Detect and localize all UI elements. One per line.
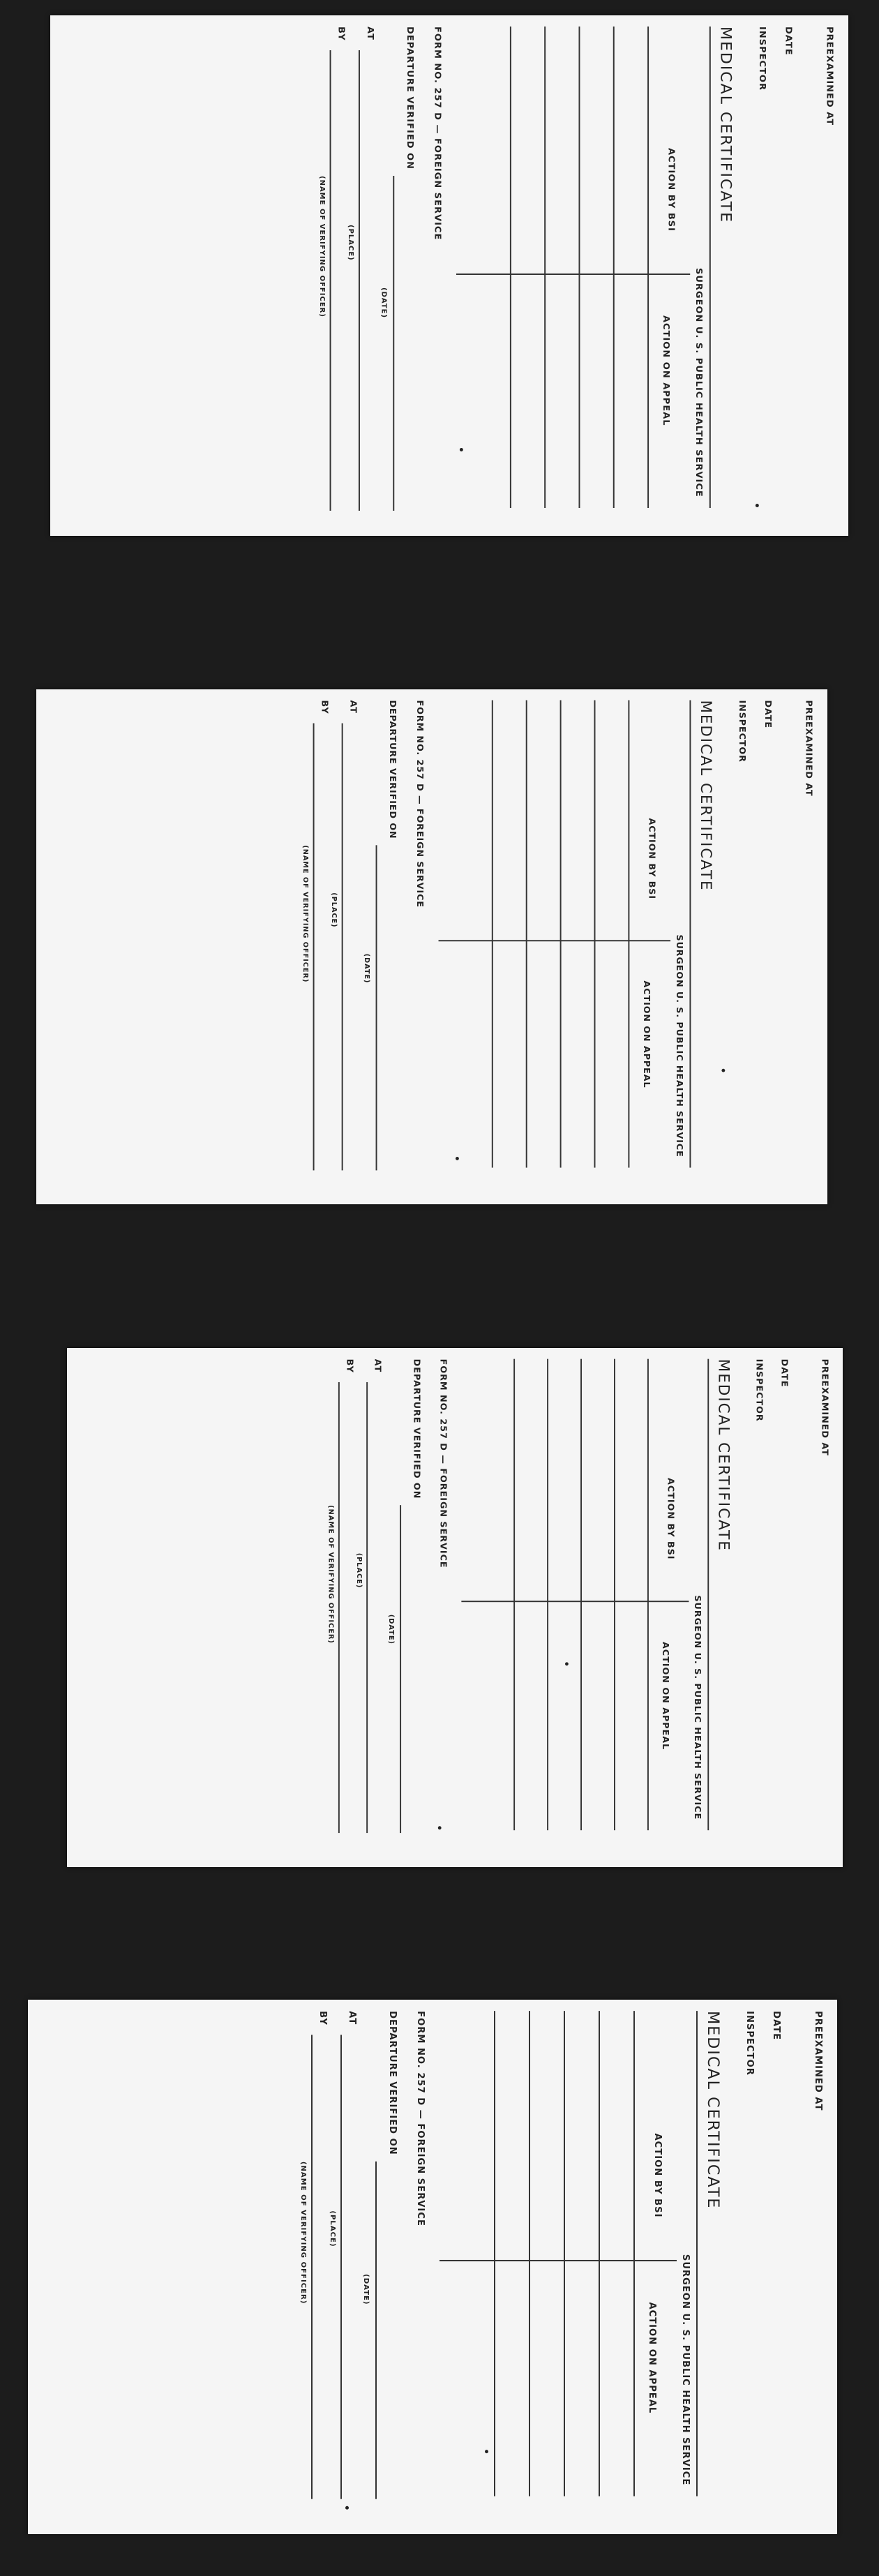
ink-speck bbox=[756, 504, 759, 507]
inspector-label: INSPECTOR bbox=[756, 27, 767, 91]
row-rule-1 bbox=[647, 1359, 649, 1831]
certificate-card bbox=[67, 1348, 843, 1867]
ink-speck bbox=[456, 1157, 459, 1160]
date-paren: (DATE) bbox=[362, 953, 370, 984]
date-label: DATE bbox=[783, 27, 794, 56]
row-rule-2 bbox=[613, 27, 615, 508]
certificate-sheet bbox=[28, 2000, 837, 2534]
date-label: DATE bbox=[771, 2011, 781, 2041]
row-rule-3 bbox=[580, 1359, 582, 1831]
preexamined-label: PREEXAMINED AT bbox=[824, 27, 835, 126]
departure-label: DEPARTURE VERIFIED ON bbox=[405, 27, 415, 170]
officer-paren: (NAME OF VERIFYING OFFICER) bbox=[299, 2161, 307, 2305]
by-label: BY bbox=[336, 27, 347, 41]
by-label: BY bbox=[317, 2011, 328, 2025]
action-bsi-label: ACTION BY BSI bbox=[652, 2133, 663, 2218]
departure-label: DEPARTURE VERIFIED ON bbox=[387, 2011, 398, 2155]
divider-vertical bbox=[440, 2260, 677, 2261]
officer-paren: (NAME OF VERIFYING OFFICER) bbox=[317, 176, 326, 317]
certificate-title: MEDICAL CERTIFICATE bbox=[697, 700, 714, 892]
departure-rule bbox=[376, 845, 377, 1170]
surgeon-label: SURGEON U. S. PUBLIC HEALTH SERVICE bbox=[680, 2254, 691, 2486]
row-rule-2 bbox=[594, 701, 596, 1168]
at-label: AT bbox=[372, 1358, 383, 1373]
form-number: FORM NO. 257 D — FOREIGN SERVICE bbox=[415, 2011, 426, 2226]
surgeon-label: SURGEON U. S. PUBLIC HEALTH SERVICE bbox=[693, 268, 704, 497]
by-rule bbox=[313, 724, 315, 1171]
by-rule bbox=[338, 1382, 340, 1833]
date-paren: (DATE) bbox=[380, 287, 388, 319]
preexamined-label: PREEXAMINED AT bbox=[819, 1358, 829, 1456]
divider-vertical bbox=[456, 274, 690, 275]
row-rule-3 bbox=[578, 27, 580, 508]
preexamined-label: PREEXAMINED AT bbox=[803, 700, 814, 797]
inspector-label: INSPECTOR bbox=[753, 1358, 764, 1422]
at-label: AT bbox=[364, 27, 375, 40]
date-paren: (DATE) bbox=[362, 2274, 370, 2305]
form-number: FORM NO. 257 D — FOREIGN SERVICE bbox=[432, 27, 443, 241]
certificate-sheet bbox=[36, 689, 827, 1204]
place-paren: (PLACE) bbox=[330, 892, 338, 928]
certificate-card bbox=[50, 15, 848, 536]
form-number: FORM NO. 257 D — FOREIGN SERVICE bbox=[414, 700, 425, 908]
certificate-sheet bbox=[50, 15, 848, 536]
date-paren: (DATE) bbox=[386, 1614, 395, 1645]
at-rule bbox=[340, 2035, 342, 2499]
by-label: BY bbox=[319, 700, 330, 714]
ink-speck bbox=[460, 448, 463, 451]
row-rule-3 bbox=[560, 701, 562, 1168]
row-rule-4 bbox=[529, 2011, 530, 2496]
at-label: AT bbox=[347, 700, 359, 714]
at-rule bbox=[359, 50, 360, 511]
action-appeal-label: ACTION ON APPEAL bbox=[660, 315, 671, 426]
date-label: DATE bbox=[762, 700, 773, 728]
action-bsi-label: ACTION BY BSI bbox=[666, 148, 677, 232]
by-label: BY bbox=[344, 1358, 354, 1373]
certificate-title: MEDICAL CERTIFICATE bbox=[704, 2011, 721, 2210]
title-rule bbox=[707, 1359, 709, 1831]
ink-speck bbox=[721, 1069, 725, 1072]
place-paren: (PLACE) bbox=[329, 2210, 336, 2247]
action-bsi-label: ACTION BY BSI bbox=[665, 1478, 676, 1560]
preexamined-label: PREEXAMINED AT bbox=[813, 2011, 823, 2111]
at-rule bbox=[366, 1382, 368, 1833]
inspector-label: INSPECTOR bbox=[736, 700, 747, 763]
ink-speck bbox=[438, 1826, 442, 1829]
row-rule-1 bbox=[633, 2011, 635, 2496]
departure-rule bbox=[375, 2162, 377, 2499]
certificate-card bbox=[28, 2000, 837, 2534]
at-rule bbox=[342, 724, 343, 1171]
action-bsi-label: ACTION BY BSI bbox=[646, 818, 657, 900]
form-number: FORM NO. 257 D — FOREIGN SERVICE bbox=[437, 1358, 449, 1568]
row-rule-1 bbox=[628, 701, 629, 1168]
by-rule bbox=[330, 50, 331, 511]
inspector-label: INSPECTOR bbox=[744, 2011, 755, 2076]
row-rule-4 bbox=[547, 1359, 548, 1831]
divider-vertical bbox=[439, 940, 671, 941]
officer-paren: (NAME OF VERIFYING OFFICER) bbox=[301, 845, 309, 983]
title-rule bbox=[709, 27, 711, 508]
row-rule-1 bbox=[647, 27, 649, 508]
surgeon-label: SURGEON U. S. PUBLIC HEALTH SERVICE bbox=[673, 934, 684, 1158]
certificate-card bbox=[36, 689, 827, 1204]
action-appeal-label: ACTION ON APPEAL bbox=[641, 980, 652, 1088]
surgeon-label: SURGEON U. S. PUBLIC HEALTH SERVICE bbox=[692, 1595, 703, 1820]
place-paren: (PLACE) bbox=[354, 1552, 363, 1589]
at-label: AT bbox=[347, 2011, 357, 2025]
row-rule-2 bbox=[614, 1359, 615, 1831]
title-rule bbox=[696, 2011, 698, 2496]
row-rule-4 bbox=[544, 27, 546, 508]
row-rule-2 bbox=[599, 2011, 600, 2496]
ink-speck bbox=[345, 2506, 349, 2510]
row-rule-5 bbox=[513, 1359, 515, 1831]
ink-speck bbox=[565, 1662, 569, 1665]
certificate-sheet bbox=[67, 1348, 843, 1867]
title-rule bbox=[689, 701, 691, 1168]
divider-vertical bbox=[461, 1601, 689, 1602]
by-rule bbox=[311, 2035, 313, 2499]
row-rule-3 bbox=[564, 2011, 565, 2496]
date-label: DATE bbox=[779, 1358, 790, 1388]
ink-speck bbox=[485, 2450, 488, 2453]
action-appeal-label: ACTION ON APPEAL bbox=[660, 1641, 670, 1751]
departure-rule bbox=[393, 176, 394, 511]
departure-label: DEPARTURE VERIFIED ON bbox=[387, 700, 398, 839]
officer-paren: (NAME OF VERIFYING OFFICER) bbox=[326, 1505, 335, 1644]
row-rule-5 bbox=[494, 2011, 495, 2496]
row-rule-4 bbox=[526, 701, 527, 1168]
row-rule-5 bbox=[492, 701, 493, 1168]
row-rule-5 bbox=[510, 27, 511, 508]
departure-label: DEPARTURE VERIFIED ON bbox=[411, 1358, 421, 1499]
action-appeal-label: ACTION ON APPEAL bbox=[647, 2302, 657, 2414]
place-paren: (PLACE) bbox=[347, 225, 355, 261]
certificate-title: MEDICAL CERTIFICATE bbox=[714, 1358, 732, 1552]
departure-rule bbox=[400, 1505, 401, 1833]
certificate-title: MEDICAL CERTIFICATE bbox=[716, 27, 735, 224]
